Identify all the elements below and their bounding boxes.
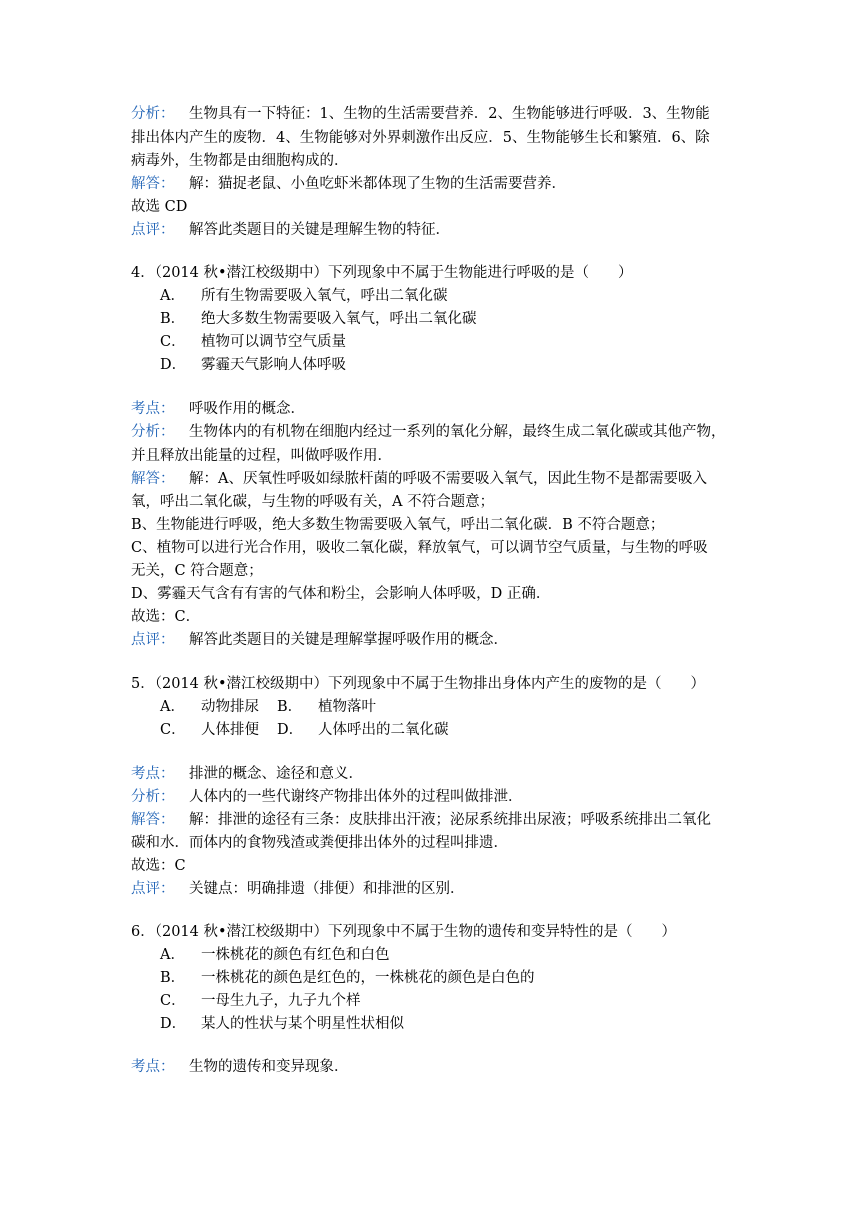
comment-line: 点评： 关键点：明确排遗（排便）和排泄的区别． <box>131 881 465 897</box>
answer-label: 解答： <box>131 471 175 487</box>
answer-label: 解答： <box>131 176 175 192</box>
answer-line: C、植物可以进行光合作用，吸收二氧化碳，释放氧气，可以调节空气质量，与生物的呼吸 <box>131 540 708 556</box>
answer-line: D、雾霾天气含有有害的气体和粉尘，会影响人体呼吸，D 正确． <box>131 586 551 602</box>
choice-line: 故选：C． <box>131 609 201 625</box>
topic-label: 考点： <box>131 766 175 782</box>
topic-line: 考点： 排泄的概念、途径和意义． <box>131 766 363 782</box>
option-row: C． 人体排便 D． 人体呼出的二氧化碳 <box>160 722 449 738</box>
option-item: D． 某人的性状与某个明星性状相似 <box>160 1016 404 1032</box>
analysis-label: 分析： <box>131 106 175 122</box>
question-stem: 4．（2014 秋•潜江校级期中）下列现象中不属于生物能进行呼吸的是（ ） <box>131 265 633 281</box>
answer-line: 无关，C 符合题意； <box>131 563 263 579</box>
option-row: A． 动物排尿 B． 植物落叶 <box>160 699 376 715</box>
answer-line: 解答： 解：排泄的途径有三条：皮肤排出汗液；泌尿系统排出尿液；呼吸系统排出二氧化 <box>131 812 711 828</box>
option-item: A． 一株桃花的颜色有红色和白色 <box>160 947 390 963</box>
choice-line: 故选：C <box>131 858 186 874</box>
answer-line: 碳和水．而体内的食物残渣或粪便排出体外的过程叫排遗． <box>131 835 508 851</box>
answer-line: 氧，呼出二氧化碳，与生物的呼吸有关，A 不符合题意； <box>131 494 495 510</box>
topic-line: 考点： 生物的遗传和变异现象． <box>131 1059 349 1075</box>
choice-line: 故选 CD <box>131 199 188 215</box>
answer-line: 解答： 解：A、厌氧性呼吸如绿脓杆菌的呼吸不需要吸入氧气，因此生物不是都需要吸入 <box>131 471 707 487</box>
analysis-label: 分析： <box>131 424 175 440</box>
analysis-line: 并且释放出能量的过程，叫做呼吸作用． <box>131 448 392 464</box>
answer-line: B、生物能进行呼吸，绝大多数生物需要吸入氧气，呼出二氧化碳．B 不符合题意； <box>131 517 665 533</box>
analysis-label: 分析： <box>131 789 175 805</box>
comment-label: 点评： <box>131 222 175 238</box>
option-item: C． 一母生九子，九子九个样 <box>160 993 361 1009</box>
answer-line: 解答： 解：猫捉老鼠、小鱼吃虾米都体现了生物的生活需要营养． <box>131 176 566 192</box>
option-item: A． 所有生物需要吸入氧气，呼出二氧化碳 <box>160 288 448 304</box>
question-stem: 6．（2014 秋•潜江校级期中）下列现象中不属于生物的遗传和变异特性的是（ ） <box>131 924 677 940</box>
analysis-line: 分析： 生物体内的有机物在细胞内经过一系列的氧化分解，最终生成二氧化碳或其他产物， <box>131 424 726 440</box>
comment-line: 点评： 解答此类题目的关键是理解掌握呼吸作用的概念． <box>131 632 508 648</box>
topic-label: 考点： <box>131 401 175 417</box>
option-item: B． 绝大多数生物需要吸入氧气，呼出二氧化碳 <box>160 311 477 327</box>
topic-line: 考点： 呼吸作用的概念． <box>131 401 305 417</box>
comment-line: 点评： 解答此类题目的关键是理解生物的特征． <box>131 222 450 238</box>
comment-label: 点评： <box>131 632 175 648</box>
topic-label: 考点： <box>131 1059 175 1075</box>
analysis-line: 病毒外，生物都是由细胞构成的． <box>131 153 349 169</box>
option-item: C． 植物可以调节空气质量 <box>160 334 346 350</box>
analysis-line: 排出体内产生的废物．4、生物能够对外界刺激作出反应．5、生物能够生长和繁殖．6、除 <box>131 130 710 146</box>
option-item: B． 一株桃花的颜色是红色的，一株桃花的颜色是白色的 <box>160 970 535 986</box>
analysis-line: 分析： 人体内的一些代谢终产物排出体外的过程叫做排泄． <box>131 789 523 805</box>
question-stem: 5．（2014 秋•潜江校级期中）下列现象中不属于生物排出身体内产生的废物的是（ ） <box>131 676 706 692</box>
answer-label: 解答： <box>131 812 175 828</box>
option-item: D． 雾霾天气影响人体呼吸 <box>160 357 346 373</box>
analysis-line: 分析： 生物具有一下特征：1、生物的生活需要营养．2、生物能够进行呼吸．3、生物能 <box>131 106 710 122</box>
comment-label: 点评： <box>131 881 175 897</box>
